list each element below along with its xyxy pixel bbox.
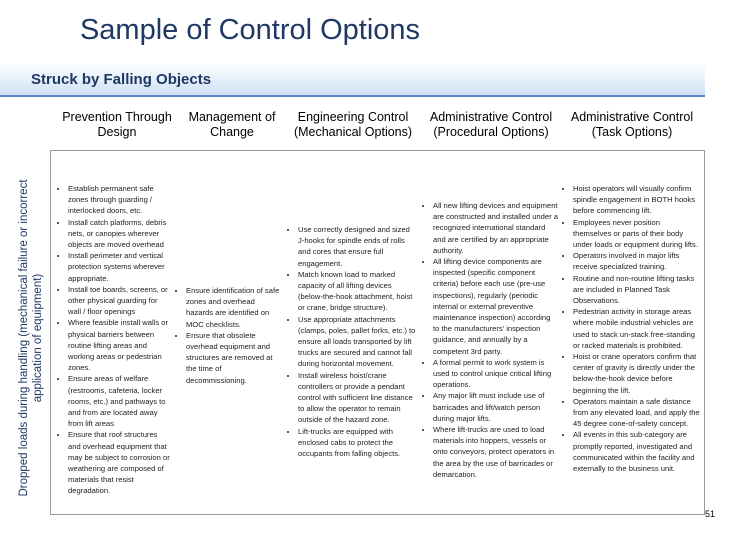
bullet-item: • Match known load to marked capacity of all lifting devices (below-the-hook attachment, hoist or crane, bridge structure). xyxy=(298,269,418,314)
bullet-item: • Install toe boards, screens, or other physical guarding for wall / floor openings xyxy=(68,284,172,318)
heading-prevention: Prevention Through Design xyxy=(62,110,172,139)
section-header xyxy=(0,63,705,97)
page-number: 51 xyxy=(705,509,716,519)
bullet-item: • Where lift-trucks are used to load materials into hoppers, vessels or onto conveyors, protect operators in the area by the use of barricades or demarcation. xyxy=(433,424,558,480)
heading-task: Administrative Control (Task Options) xyxy=(570,110,694,139)
bullet-item: • A formal permit to work system is used to control unique critical lifting operations. xyxy=(433,357,558,391)
bullet-item: • Use correctly designed and sized J-hooks for spindle ends of rolls and cores that ensure full engagement. xyxy=(298,224,418,269)
heading-procedural: Administrative Control (Procedural Options) xyxy=(429,110,553,139)
bullet-item: • Hoist or crane operators confirm that center of gravity is directly under the below-the-hook device before beginning the lift. xyxy=(573,351,700,396)
bullet-item: • Install perimeter and vertical protection systems wherever appropriate. xyxy=(68,250,172,284)
bullet-item: • Ensure that obsolete overhead equipment and structures are removed at the time of decommissioning. xyxy=(186,330,282,386)
task-list xyxy=(565,183,700,474)
heading-moc: Management of Change xyxy=(188,110,276,139)
engineering-column xyxy=(290,224,418,459)
bullet-item: • Where feasible install walls or physical barriers between routine lifting areas and working areas or pedestrian zones. xyxy=(68,317,172,373)
bullet-item: • Routine and non-routine lifting tasks are included in Planned Task Observations. xyxy=(573,273,700,307)
bullet-item: • Install catch platforms, debris nets, or canopies wherever objects are moved overhead xyxy=(68,217,172,251)
bullet-item: • Install wireless hoist/crane controllers or provide a pendant control with sufficient line distance to allow the operator to remain outside of the hazard zone. xyxy=(298,370,418,426)
bullet-item: • Operators involved in major lifts receive specialized training. xyxy=(573,250,700,272)
procedural-list xyxy=(425,200,558,480)
bullet-item: • Establish permanent safe zones through guarding / interlocked doors, etc. xyxy=(68,183,172,217)
bullet-item: • Ensure that roof structures and overhead equipment that may be subject to corrosion or weathering are composed of materials that resist degradation. xyxy=(68,429,172,496)
procedural-column xyxy=(425,200,558,480)
engineering-list xyxy=(290,224,418,459)
row-label: Dropped loads during handling (mechanical failure or incorrect application of equipment) xyxy=(18,179,44,497)
section-title: Struck by Falling Objects xyxy=(31,71,212,88)
bullet-item: • Employees never position themselves or parts of their body under loads or equipment during lifts. xyxy=(573,217,700,251)
bullet-item: • All events in this sub-category are promptly reported, investigated and communicated within the facility and externally to the business unit. xyxy=(573,429,700,474)
page-title: Sample of Control Options xyxy=(79,14,421,46)
bullet-item: • Use appropriate attachments (clamps, poles, pallet forks, etc.) to ensure all loads transported by lift trucks are secured and cannot fall during horizontal movement. xyxy=(298,314,418,370)
prevention-column xyxy=(60,183,172,497)
bullet-item: • Any major lift must include use of barricades and lift/watch person during major lifts. xyxy=(433,390,558,424)
bullet-item: • Ensure areas of welfare (restrooms, cafeteria, locker rooms, etc.) and pathways to and from are located away from lift areas xyxy=(68,373,172,429)
heading-engineering: Engineering Control (Mechanical Options) xyxy=(293,110,413,139)
moc-list xyxy=(178,285,282,386)
bullet-item: • Operators maintain a safe distance from any elevated load, and apply the 45 degree cone-of-safety concept. xyxy=(573,396,700,430)
bullet-item: • All new lifting devices and equipment are constructed and installed under a recognized international standard and are certified by an appropriate authority. xyxy=(433,200,558,256)
bullet-item: • Pedestrian activity in storage areas where mobile industrial vehicles are used to stack un-stack free-standing or racked materials is prohibited. xyxy=(573,306,700,351)
bullet-item: • Hoist operators will visually confirm spindle engagement in BOTH hooks before commencing lift. xyxy=(573,183,700,217)
bullet-item: • Lift-trucks are equipped with enclosed cabs to protect the occupants from falling objects. xyxy=(298,426,418,460)
bullet-item: • Ensure identification of safe zones and overhead hazards are identified on MOC checklists. xyxy=(186,285,282,330)
task-column xyxy=(565,183,700,474)
bullet-item: • All lifting device components are inspected (specific component criteria) before each use (pre-use inspections), regularly (periodic internal or external preventive maintenance inspection) according to the manufacturers' inspection guidance, and annually by a competent 3rd party. xyxy=(433,256,558,357)
moc-column xyxy=(178,285,282,386)
prevention-list xyxy=(60,183,172,497)
